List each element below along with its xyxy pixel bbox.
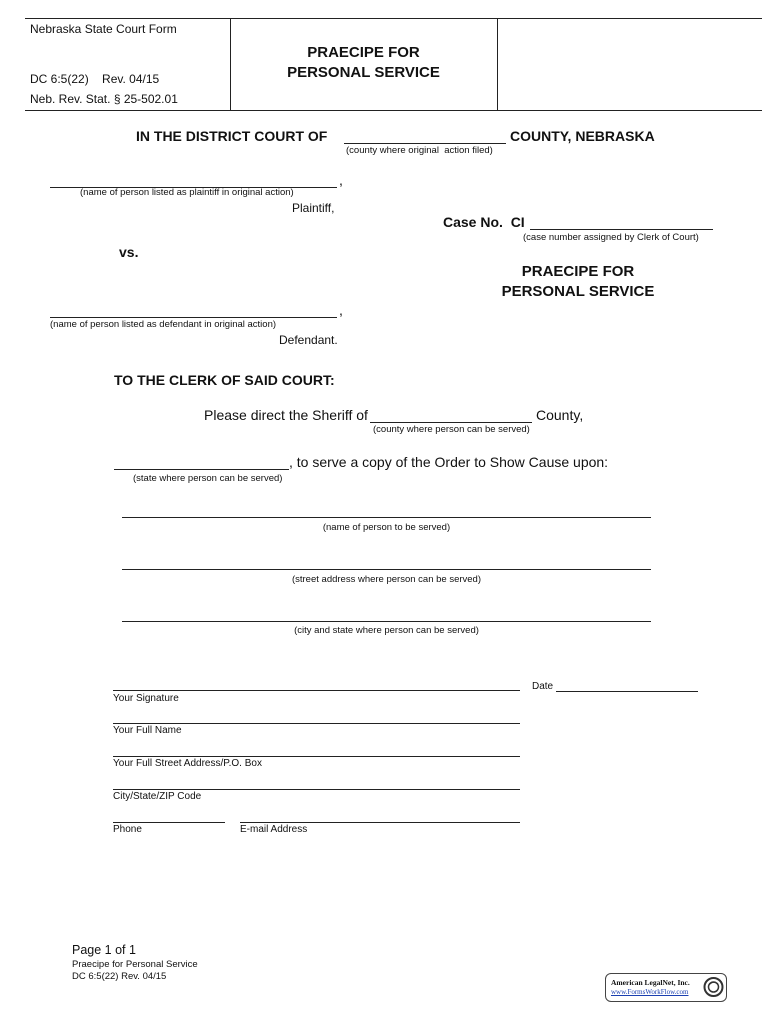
phone-label: Phone — [113, 824, 142, 835]
case-number-field[interactable] — [530, 215, 713, 230]
email-field[interactable] — [240, 808, 520, 823]
court-suffix: COUNTY, NEBRASKA — [510, 128, 655, 144]
full-name-label: Your Full Name — [113, 725, 182, 736]
page-number: Page 1 of 1 — [72, 943, 136, 957]
person-served-hint: (name of person to be served) — [322, 522, 451, 533]
footer-form-name: Praecipe for Personal Service — [72, 959, 198, 970]
case-number-hint: (case number assigned by Clerk of Court) — [523, 232, 699, 243]
statute-reference: Neb. Rev. Stat. § 25-502.01 — [30, 92, 178, 106]
service-state-hint: (state where person can be served) — [133, 473, 283, 484]
direct-sheriff-suffix: County, — [536, 407, 584, 423]
caption-title-line1: PRAECIPE FOR — [521, 263, 635, 280]
publisher-seal-icon — [703, 976, 724, 998]
sheriff-county-field[interactable] — [370, 408, 532, 423]
plaintiff-comma: , — [339, 172, 343, 188]
defendant-comma: , — [339, 302, 343, 318]
person-served-field[interactable] — [122, 503, 651, 518]
publisher-logo-box — [605, 973, 727, 1002]
header-divider-right — [497, 18, 498, 110]
email-label: E-mail Address — [240, 824, 308, 835]
state-form-label: Nebraska State Court Form — [30, 22, 177, 36]
signature-field[interactable] — [113, 676, 520, 691]
city-state-zip-field[interactable] — [113, 775, 520, 790]
plaintiff-label: Plaintiff, — [292, 201, 335, 215]
publisher-name: American LegalNet, Inc. — [611, 978, 690, 987]
defendant-name-field[interactable] — [50, 303, 337, 318]
city-state-hint: (city and state where person can be served) — [294, 625, 479, 636]
case-number-label: Case No. CI — [443, 214, 525, 230]
versus-label: vs. — [119, 244, 139, 260]
signature-label: Your Signature — [113, 693, 179, 704]
header-bottom-rule — [25, 110, 762, 111]
service-state-field[interactable] — [114, 455, 289, 470]
caption-title-line2: PERSONAL SERVICE — [501, 283, 655, 300]
sheriff-county-hint: (county where person can be served) — [373, 424, 530, 435]
plaintiff-name-field[interactable] — [50, 173, 337, 188]
court-prefix: IN THE DISTRICT COURT OF — [136, 128, 328, 144]
serve-copy-text: , to serve a copy of the Order to Show Cause upon: — [289, 454, 609, 470]
date-field[interactable] — [556, 677, 698, 692]
defendant-label: Defendant. — [279, 333, 338, 347]
city-state-zip-label: City/State/ZIP Code — [113, 791, 202, 802]
header-top-rule — [25, 18, 762, 19]
street-address-field[interactable] — [122, 555, 651, 570]
court-county-field[interactable] — [344, 129, 506, 144]
form-code: DC 6:5(22) Rev. 04/15 — [30, 72, 160, 86]
direct-sheriff-prefix: Please direct the Sheriff of — [204, 407, 368, 423]
city-state-field[interactable] — [122, 607, 651, 622]
footer-form-code: DC 6:5(22) Rev. 04/15 — [72, 971, 167, 982]
to-clerk-heading: TO THE CLERK OF SAID COURT: — [114, 372, 335, 388]
street-address-label: Your Full Street Address/P.O. Box — [113, 758, 262, 769]
publisher-url[interactable]: www.FormsWorkFlow.com — [611, 988, 689, 996]
plaintiff-hint: (name of person listed as plaintiff in original action) — [80, 187, 294, 198]
phone-field[interactable] — [113, 808, 225, 823]
header-title-line2: PERSONAL SERVICE — [287, 64, 440, 81]
street-address-hint: (street address where person can be served) — [291, 574, 482, 585]
defendant-hint: (name of person listed as defendant in original action) — [50, 319, 277, 330]
date-label: Date — [532, 681, 554, 692]
header-title-line1: PRAECIPE FOR — [307, 44, 420, 61]
full-name-field[interactable] — [113, 709, 520, 724]
street-address-signer-field[interactable] — [113, 742, 520, 757]
court-county-hint: (county where original action filed) — [346, 145, 493, 156]
